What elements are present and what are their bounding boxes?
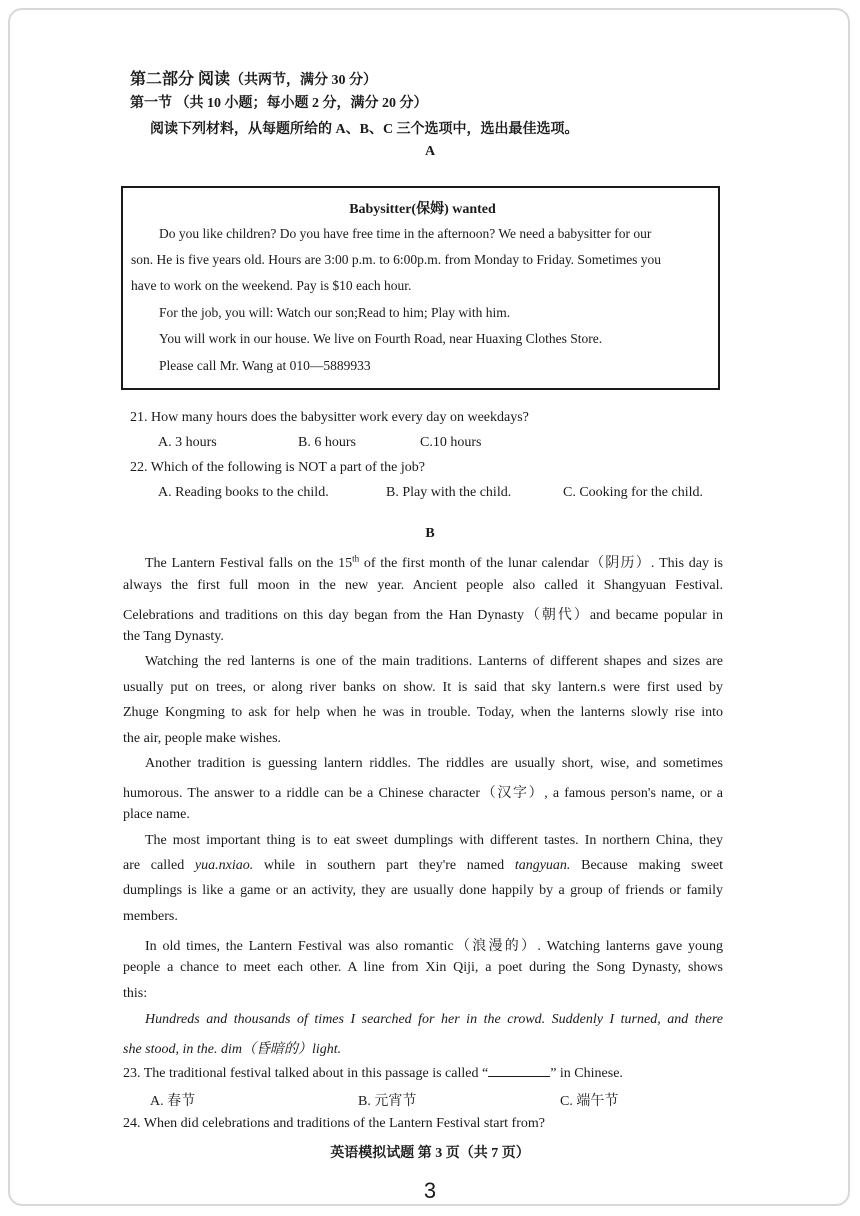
passage-b-line: humorous. The answer to a riddle can be a Chinese character（汉字）, a famous person's name, or a [123,786,723,801]
line-text: Because making sweet [570,858,724,873]
question-23-text: ” in Chinese. [550,1066,623,1081]
passage-b-line: In old times, the Lantern Festival was also romantic（浪漫的）. Watching lanterns gave young [145,939,723,954]
passage-b-line: Another tradition is guessing lantern riddles. The riddles are usually short, wise, and sometimes [145,756,723,771]
ad-line: You will work in our house. We live on Fourth Road, near Huaxing Clothes Store. [159,331,603,346]
poem-line: she stood, in the. dim（昏暗的）light. [123,1042,342,1057]
answer-blank [488,1064,550,1077]
passage-b-line: members. [123,909,178,924]
line-text: are called [123,858,195,873]
passage-b-line: The most important thing is to eat sweet dumplings with different tastes. In northern China, they [145,833,723,848]
passage-b-line: people a chance to meet each other. A line from Xin Qiji, a poet during the Song Dynasty, shows [123,960,723,975]
option-23-b: B. 元宵节 [358,1094,417,1109]
passage-b-line: this: [123,986,148,1001]
option-22-a: A. Reading books to the child. [158,485,329,500]
section-title [130,66,377,89]
passage-b-line: the Tang Dynasty. [123,629,224,644]
ad-title: Babysitter(保姆) wanted [349,202,496,217]
passage-b-line [145,552,723,572]
passage-b-line: Watching the red lanterns is one of the main traditions. Lanterns of different shapes and sizes are [145,654,723,669]
question-21: 21. How many hours does the babysitter work every day on weekdays? [130,410,529,425]
option-22-b: B. Play with the child. [386,485,512,500]
option-21-c: C.10 hours [420,435,482,450]
section-title-note: （共两节，满分 30 分） [230,73,378,88]
page-footer: 英语模拟试题 第 3 页（共 7 页） [330,1146,530,1161]
line-text: of the first month of the lunar calendar（阴历）. This day is [359,556,723,571]
babysitter-ad-box [121,186,720,390]
passage-b-line: dumplings is like a game or an activity, they are usually done happily by a group of friends or family [123,883,723,898]
passage-b-line: Celebrations and traditions on this day began from the Han Dynasty（朝代）and became popular in [123,608,723,623]
question-23-text: 23. The traditional festival talked about in this passage is called “ [123,1066,489,1081]
option-21-b: B. 6 hours [298,435,356,450]
ad-line: For the job, you will: Watch our son;Read to him; Play with him. [159,305,511,320]
line-text: The Lantern Festival falls on the 15 [145,556,353,571]
passage-b-line: place name. [123,807,190,822]
ad-line: Do you like children? Do you have free time in the afternoon? We need a babysitter for our [159,226,652,241]
passage-b-label: B [425,526,435,541]
instructions: 阅读下列材料，从每题所给的 A、B、C 三个选项中，选出最佳选项。 [150,122,579,137]
passage-b-line: Zhuge Kongming to ask for help when he was in trouble. Today, when the lanterns slowly rise into [123,705,723,720]
option-23-c: C. 端午节 [560,1094,619,1109]
subsection-title: 第一节 （共 10 小题；每小题 2 分，满分 20 分） [130,96,428,111]
ad-line: son. He is five years old. Hours are 3:00 p.m. to 6:00p.m. from Monday to Friday. Sometimes you [131,252,662,267]
section-title-text: 第二部分 阅读 [130,71,231,88]
passage-b-line: always the first full moon in the new year. Ancient people also called it Shangyuan Festival. [123,578,723,593]
option-21-a: A. 3 hours [158,435,217,450]
superscript-th: th [352,553,360,564]
question-23 [123,1064,623,1082]
option-23-a: A. 春节 [150,1094,196,1109]
term-tangyuan: tangyuan. [514,858,571,873]
question-22: 22. Which of the following is NOT a part of the job? [130,460,425,475]
poem-line: Hundreds and thousands of times I searched for her in the crowd. Suddenly I turned, and there [145,1012,723,1027]
passage-b-line: the air, people make wishes. [123,731,282,746]
line-text: while in southern part they're named [253,858,515,873]
page-number: 3 [423,1178,437,1203]
passage-a-label: A [424,144,436,159]
passage-b-line: usually put on trees, or along river banks on show. It is said that sky lantern.s were first used by [123,680,723,695]
passage-b-line [123,858,723,874]
ad-line: Please call Mr. Wang at 010—5889933 [159,358,371,373]
term-yuanxiao: yua.nxiao. [194,858,254,873]
question-24: 24. When did celebrations and traditions of the Lantern Festival start from? [123,1116,545,1131]
ad-line: have to work on the weekend. Pay is $10 each hour. [131,278,412,293]
option-22-c: C. Cooking for the child. [563,485,703,500]
